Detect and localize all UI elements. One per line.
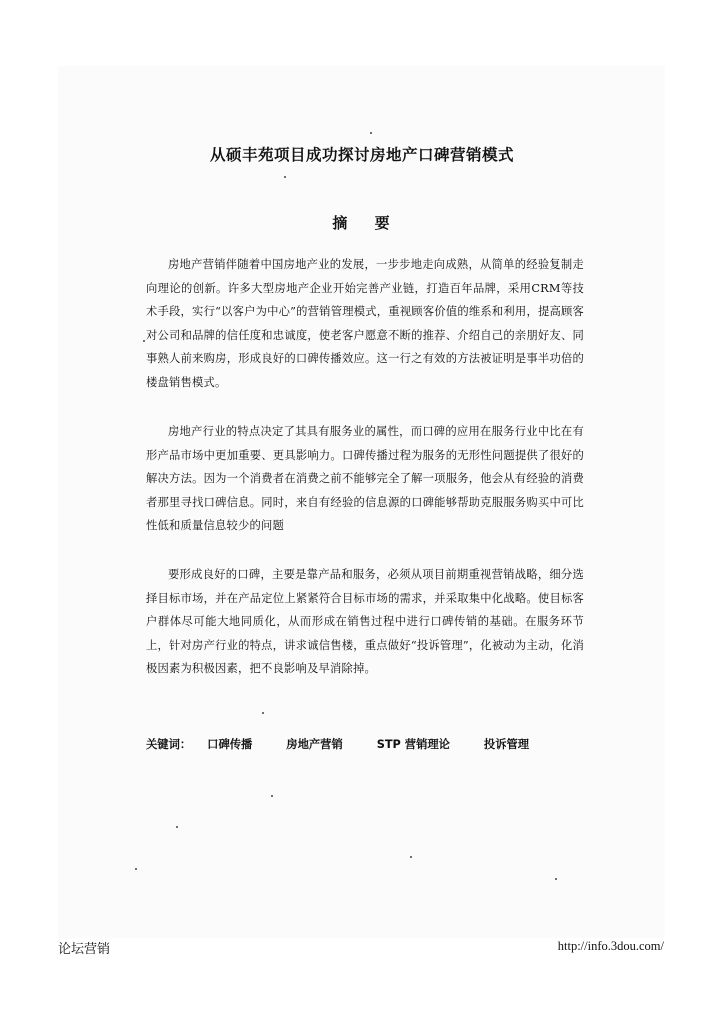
keyword: 房地产营销 <box>286 738 343 751</box>
scan-speck <box>176 826 178 828</box>
scan-speck <box>284 176 286 178</box>
keyword: 口碑传播 <box>207 738 253 751</box>
keywords-label: 关键词： <box>146 738 192 751</box>
scan-speck <box>370 132 372 134</box>
scan-speck <box>262 712 264 714</box>
abstract-paragraph-3: 要形成良好的口碑，主要是靠产品和服务，必须从项目前期重视营销战略，细分选择目标市场，并在产品定位上紧紧符合目标市场的需求，并采取集中化战略。使目标客户群体尽可能大地同质化，从而形成在销售过程中进行口碑传销的基础。在服务环节上，针对房产行业的特点，讲求诚信售楼，重点做好“投诉管理”，化被动为主动，化消极因素为积极因素，把不良影响及早消除掉。 <box>146 568 584 676</box>
footer-url-link[interactable]: http://info.3dou.com/ <box>557 939 664 953</box>
keywords-line <box>146 736 529 752</box>
document-title: 从硕丰苑项目成功探讨房地产口碑营销模式 <box>209 146 514 164</box>
abstract-paragraph-2: 房地产行业的特点决定了其具有服务业的属性，而口碑的应用在服务行业中比在有形产品市场中更加重要、更具影响力。口碑传播过程为服务的无形性问题提供了很好的解决方法。因为一个消费者在消费之前不能够完全了解一项服务，他会从有经验的消费者那里寻找口碑信息。同时，来自有经验的信息源的口碑能够帮助克服服务购买中可比性低和质量信息较少的问题 <box>146 425 584 533</box>
scan-speck <box>135 868 137 870</box>
abstract-heading: 摘 要 <box>332 214 392 232</box>
keyword: STP 营销理论 <box>376 738 450 751</box>
scan-speck <box>410 856 412 858</box>
footer-forum-label: 论坛营销 <box>58 942 111 957</box>
scan-speck <box>143 340 145 342</box>
scan-speck <box>271 795 273 797</box>
keyword: 投诉管理 <box>483 738 530 751</box>
scan-speck <box>555 878 557 880</box>
abstract-paragraph-1: 房地产营销伴随着中国房地产业的发展，一步步地走向成熟，从简单的经验复制走向理论的创新。许多大型房地产企业开始完善产业链，打造百年品牌，采用CRM等技术手段，实行“以客户为中心”的营销管理模式，重视顾客价值的维系和利用，提高顾客对公司和品牌的信任度和忠诚度，使老客户愿意不断的推荐、介绍自己的亲朋好友、同事熟人前来购房，形成良好的口碑传播效应。这一行之有效的方法被证明是事半功倍的楼盘销售模式。 <box>146 258 584 389</box>
